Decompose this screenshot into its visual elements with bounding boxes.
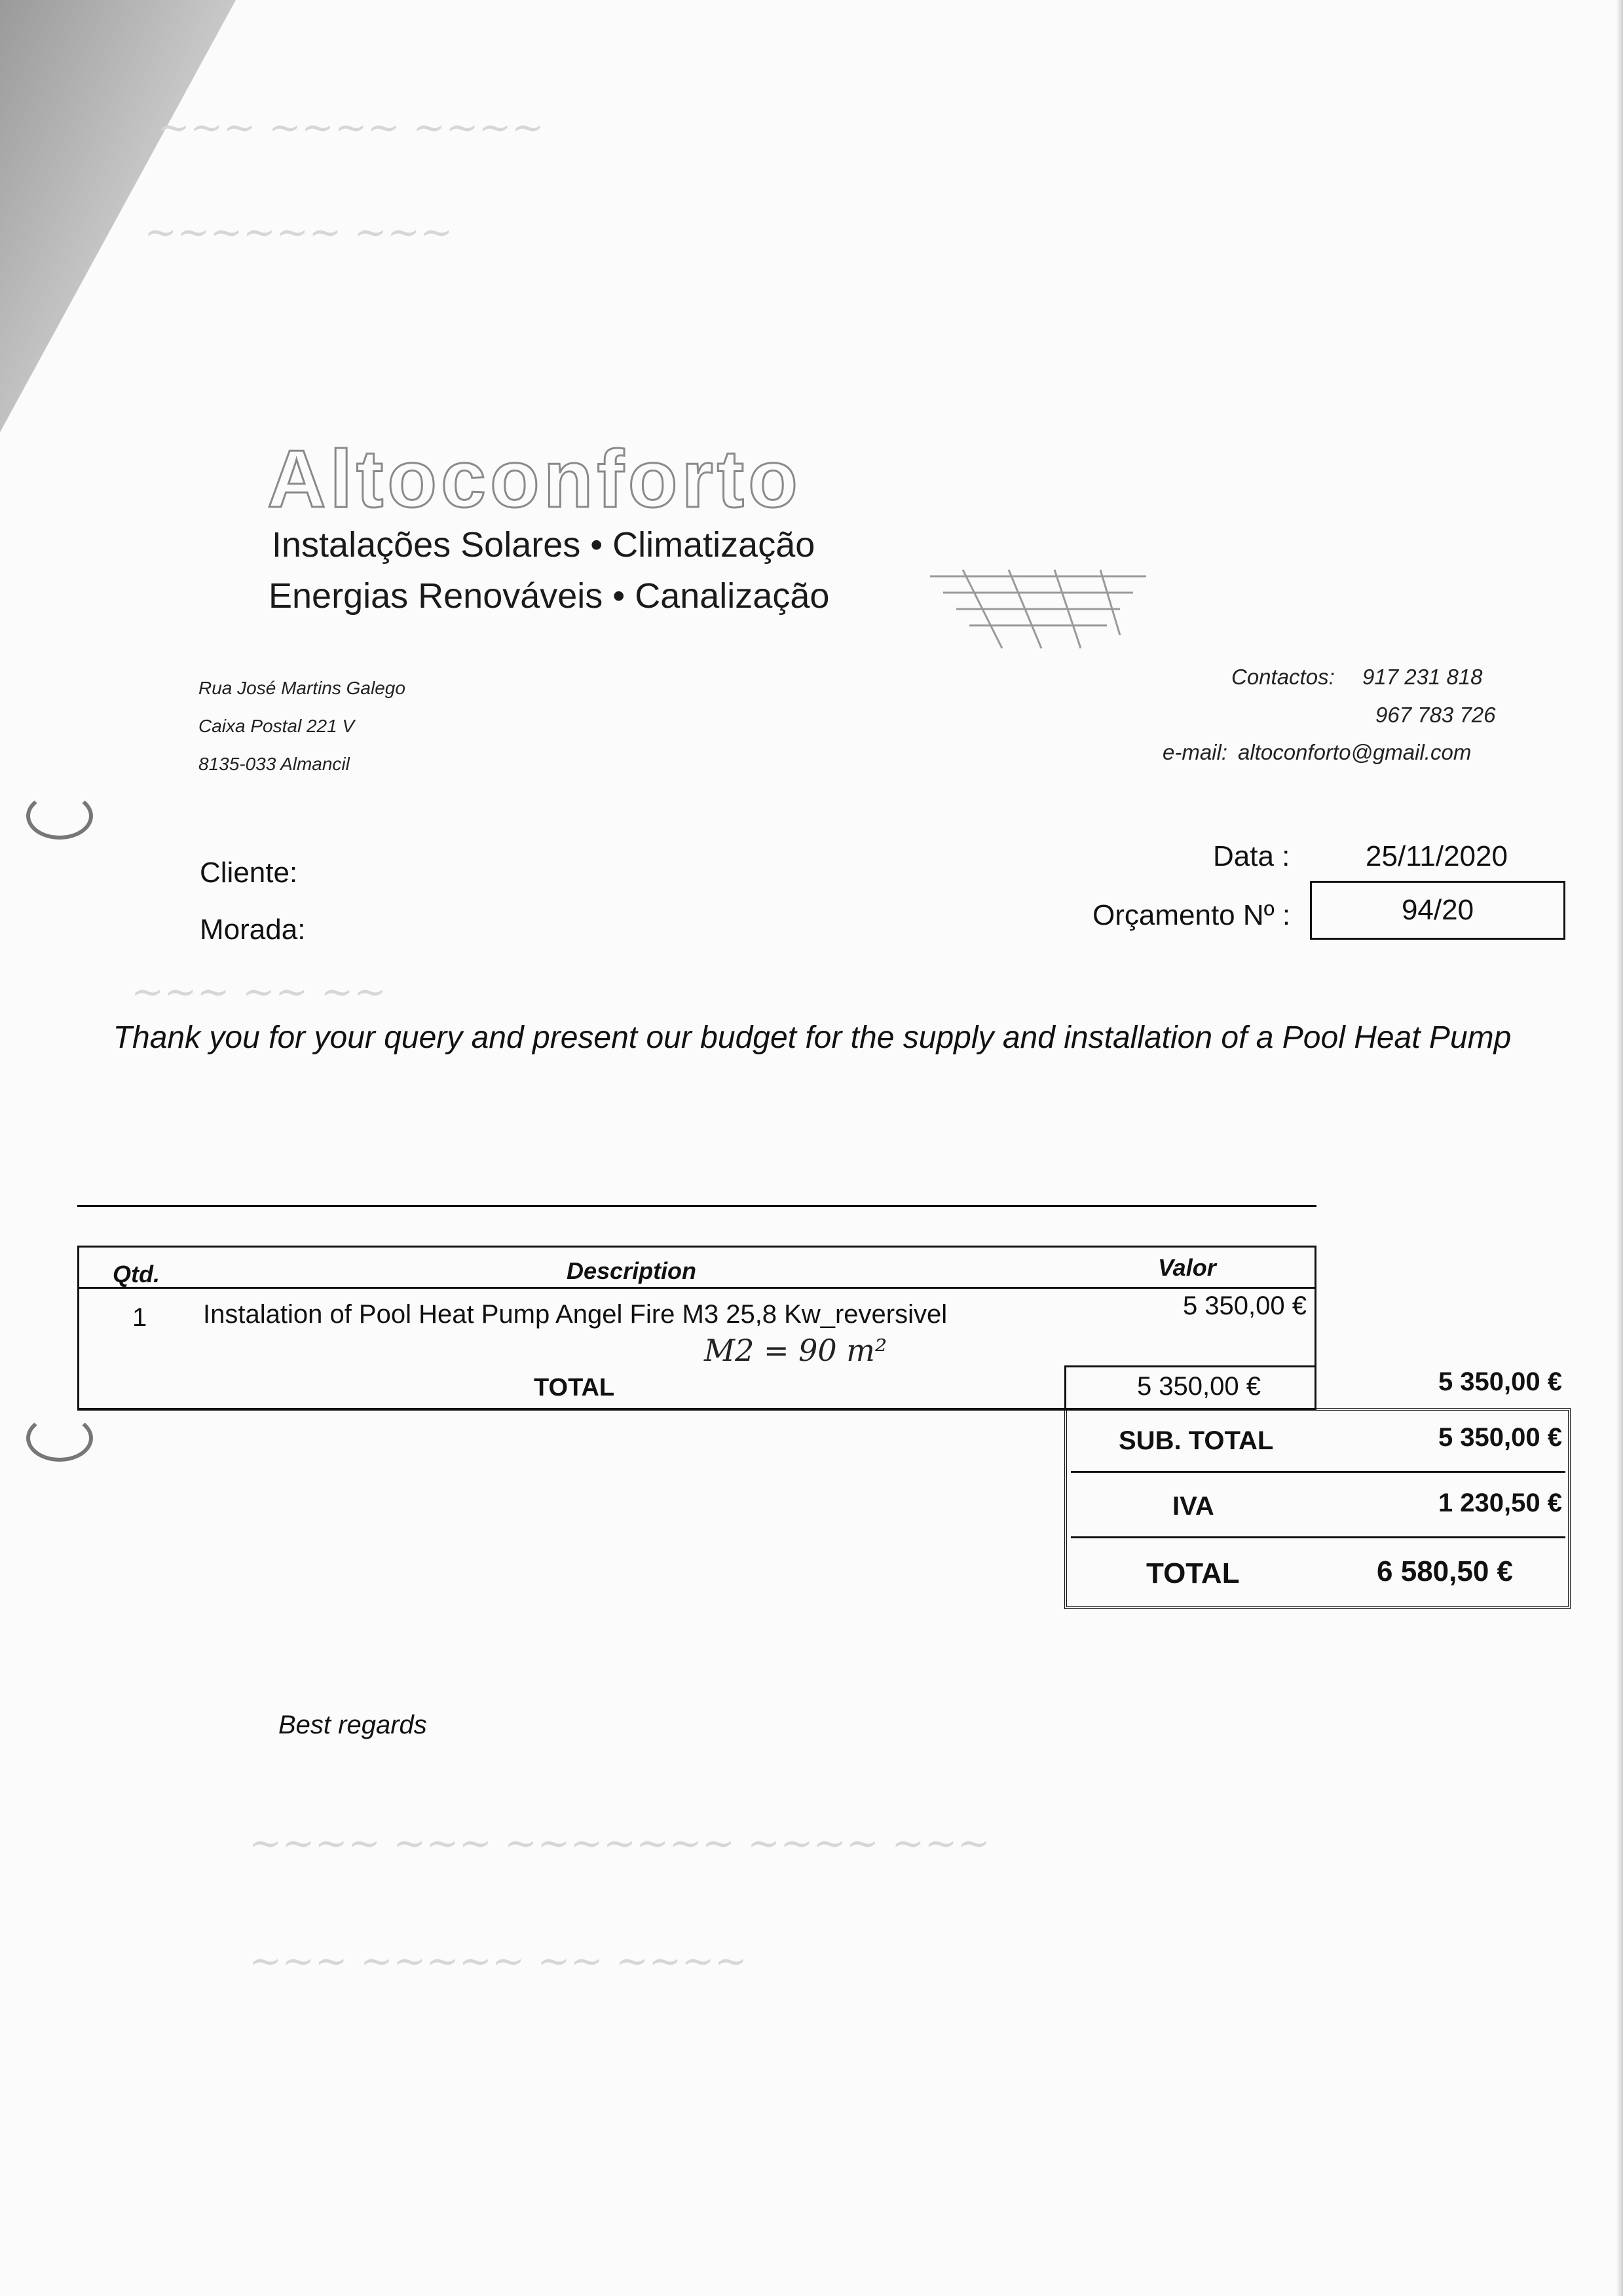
bleed-through-mark: ~~~ ~~ ~~ [131, 969, 387, 1015]
client-label: Cliente: [200, 857, 298, 889]
phone-1: 917 231 818 [1362, 665, 1483, 689]
header-qty: Qtd. [113, 1261, 160, 1287]
closing-text: Best regards [278, 1711, 427, 1739]
table-total-label: TOTAL [534, 1374, 615, 1401]
email-address[interactable]: altoconforto@gmail.com [1238, 740, 1472, 764]
scan-smudge [26, 792, 93, 840]
solar-panel-logo-graphic [923, 563, 1159, 655]
intro-text: Thank you for your query and present our budget for the supply and installation of a Pool Heat Pump [113, 1020, 1512, 1055]
bleed-through-mark: ~~~~~~ ~~~ [144, 210, 453, 255]
page-edge-shadow [1616, 0, 1623, 2296]
email-label: e-mail: [1163, 740, 1228, 764]
quote-date: 25/11/2020 [1366, 840, 1508, 872]
handwritten-note: M2 = 90 m² [704, 1333, 887, 1368]
phone-2: 967 783 726 [1375, 703, 1496, 727]
table-total-value-right: 5 350,00 € [1438, 1367, 1562, 1396]
row-description: Instalation of Pool Heat Pump Angel Fire M3 25,8 Kw_reversivel [203, 1300, 948, 1329]
quote-number: 94/20 [1401, 894, 1474, 926]
summary-divider [1071, 1536, 1565, 1538]
row-qty: 1 [132, 1303, 147, 1332]
grand-total-value: 6 580,50 € [1377, 1555, 1513, 1587]
iva-label: IVA [1172, 1492, 1214, 1521]
header-description: Description [567, 1257, 697, 1284]
table-total-value: 5 350,00 € [1136, 1372, 1261, 1401]
company-logo: Altoconforto [267, 434, 802, 525]
header-value: Valor [1158, 1254, 1216, 1281]
separator-line [77, 1205, 1316, 1207]
quote-number-label: Orçamento Nº : [1092, 899, 1291, 931]
company-tagline-1: Instalações Solares • Climatização [272, 525, 815, 565]
date-label: Data : [1213, 840, 1290, 872]
company-tagline-2: Energias Renováveis • Canalização [269, 576, 830, 616]
row-value: 5 350,00 € [1182, 1291, 1307, 1320]
scan-smudge [26, 1415, 93, 1462]
bleed-through-mark: ~~~~ ~~~ ~~~~~~~ ~~~~ ~~~ [249, 1821, 991, 1866]
summary-divider [1071, 1471, 1565, 1473]
grand-total-label: TOTAL [1146, 1557, 1240, 1589]
table-bottom-line [77, 1408, 1073, 1410]
bleed-through-mark: ~~~ ~~~~ ~~~~ [157, 105, 545, 151]
contacts-label: Contactos: [1231, 665, 1335, 689]
address-street: Rua José Martins Galego [198, 678, 405, 698]
subtotal-value: 5 350,00 € [1438, 1423, 1562, 1452]
table-header-divider [77, 1287, 1316, 1289]
subtotal-label: SUB. TOTAL [1119, 1426, 1274, 1455]
quote-number-box [1310, 881, 1565, 940]
address-postcode: 8135-033 Almancil [198, 754, 350, 774]
bleed-through-mark: ~~~ ~~~~~ ~~ ~~~~ [249, 1938, 748, 1984]
address-po-box: Caixa Postal 221 V [198, 716, 355, 736]
iva-value: 1 230,50 € [1438, 1489, 1562, 1517]
address-label: Morada: [200, 914, 306, 946]
